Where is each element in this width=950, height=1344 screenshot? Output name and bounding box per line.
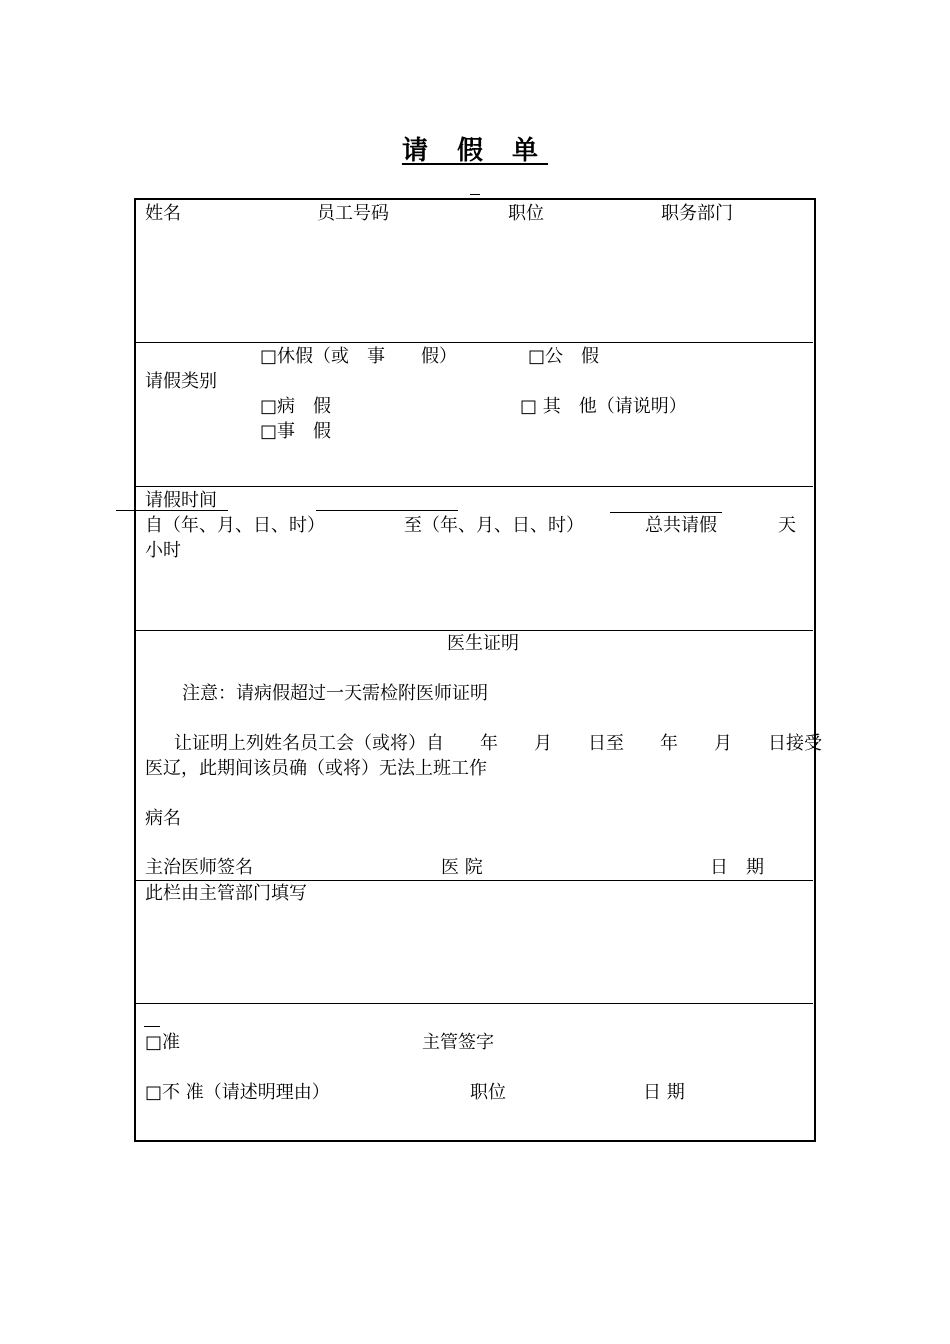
doctor-heading: 医生证明 bbox=[447, 633, 519, 654]
approval-mark bbox=[144, 1026, 160, 1027]
to-label: 至（年、月、日、时） bbox=[404, 515, 584, 536]
left-border-thick bbox=[134, 198, 136, 488]
total-label: 总共请假 bbox=[645, 515, 717, 536]
form-frame bbox=[134, 198, 816, 1142]
name-label: 姓名 bbox=[145, 203, 181, 224]
official-checkbox[interactable]: □公 假 bbox=[528, 346, 600, 367]
separator-leave-time bbox=[136, 630, 813, 631]
employee-no-label: 员工号码 bbox=[317, 203, 389, 224]
department-label: 职务部门 bbox=[661, 203, 733, 224]
doctor-date-label: 日 期 bbox=[710, 857, 764, 878]
time-from-underline bbox=[316, 510, 458, 511]
reject-checkbox[interactable]: □不 准（请述明理由） bbox=[145, 1082, 330, 1103]
supervisor-sign-label: 主管签字 bbox=[422, 1032, 494, 1053]
separator-doctor bbox=[136, 880, 813, 881]
leave-time-label: 请假时间 bbox=[145, 490, 217, 511]
approve-checkbox[interactable]: □准 bbox=[145, 1032, 181, 1053]
hours-label: 小时 bbox=[145, 540, 181, 561]
position-label: 职位 bbox=[508, 203, 544, 224]
sick-checkbox[interactable]: □病 假 bbox=[260, 396, 332, 417]
personal-checkbox[interactable]: □事 假 bbox=[260, 421, 332, 442]
disease-label: 病名 bbox=[145, 808, 181, 829]
from-label: 自（年、月、日、时） bbox=[145, 515, 325, 536]
other-checkbox[interactable]: □ 其 他（请说明） bbox=[520, 396, 687, 417]
time-total-underline bbox=[610, 512, 722, 513]
top-mark bbox=[470, 194, 480, 195]
vacation-checkbox[interactable]: □休假（或 事 假） bbox=[260, 346, 458, 367]
cert-line-2: 医辽，此期间该员确（或将）无法上班工作 bbox=[145, 758, 487, 779]
separator-leave-type bbox=[136, 486, 813, 487]
doctor-note: 注意：请病假超过一天需检附医师证明 bbox=[182, 683, 488, 704]
separator-supervisor bbox=[136, 1003, 813, 1004]
cert-line-1: 让证明上列姓名员工会（或将）自 年 月 日至 年 月 日接受 bbox=[174, 733, 822, 754]
approval-position-label: 职位 bbox=[470, 1082, 506, 1103]
separator-header bbox=[136, 342, 813, 343]
approval-date-label: 日 期 bbox=[643, 1082, 685, 1103]
doctor-signature-label: 主治医师签名 bbox=[145, 857, 253, 878]
days-label: 天 bbox=[778, 515, 796, 536]
leave-type-label: 请假类别 bbox=[145, 371, 217, 392]
page-title: 请 假 单 bbox=[401, 136, 549, 166]
supervisor-note: 此栏由主管部门填写 bbox=[145, 883, 307, 904]
hospital-label: 医 院 bbox=[441, 857, 483, 878]
